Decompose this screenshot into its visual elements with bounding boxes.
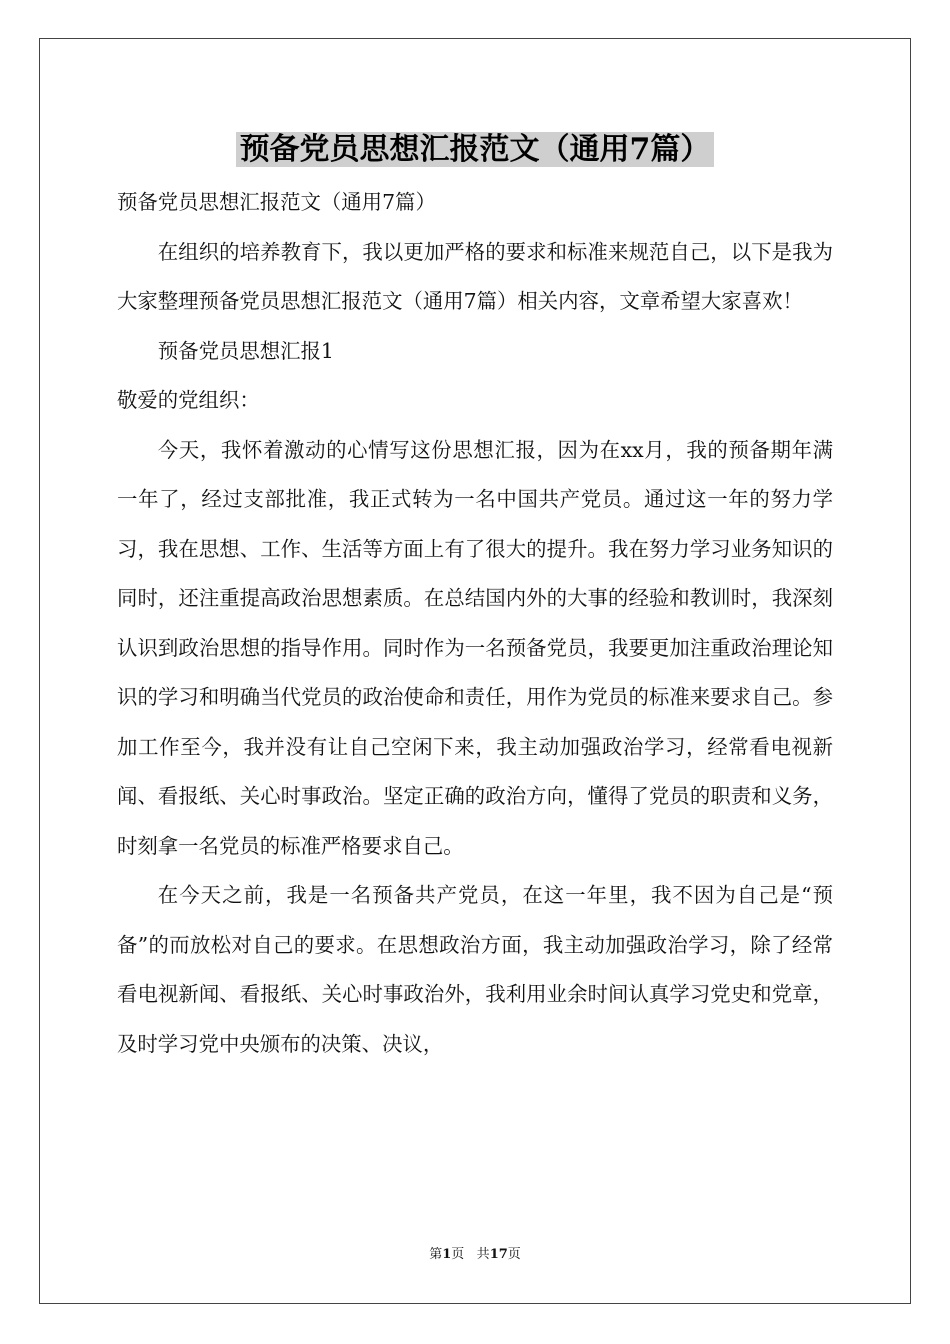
page-suffix: 页 xyxy=(451,1247,465,1262)
document-body xyxy=(117,178,833,1069)
subtitle-paragraph: 预备党员思想汇报范文（通用7篇） xyxy=(117,190,436,214)
body-paragraph: 今天，我怀着激动的心情写这份思想汇报，因为在xx月，我的预备期年满一年了，经过支部批准，我正式转为一名中国共产党员。通过这一年的努力学习，我在思想、工作、生活等方面上有了很大的提升。我在努力学习业务知识的同时，还注重提高政治思想素质。在总结国内外的大事的经验和教训时，我深刻认识到政治思想的指导作用。同时作为一名预备党员，我要更加注重政治理论知识的学习和明确当代党员的政治使命和责任，用作为党员的标准来要求自己。参加工作至今，我并没有让自己空闲下来，我主动加强政治学习，经常看电视新闻、看报纸、关心时事政治。坚定正确的政治方向，懂得了党员的职责和义务，时刻拿一名党员的标准严格要求自己。 xyxy=(117,437,833,858)
page-footer xyxy=(0,1243,950,1262)
section-heading: 预备党员思想汇报1 xyxy=(157,338,334,363)
total-prefix: 共 xyxy=(476,1247,490,1262)
intro-paragraph: 在组织的培养教育下，我以更加严格的要求和标准来规范自己，以下是我为大家整理预备党员思想汇报范文（通用7篇）相关内容，文章希望大家喜欢！ xyxy=(117,239,833,313)
total-pages: 17 xyxy=(489,1247,508,1262)
total-suffix: 页 xyxy=(507,1247,521,1262)
document-title-text: 预备党员思想汇报范文（通用7篇） xyxy=(236,132,715,167)
document-title xyxy=(0,128,950,172)
page-prefix: 第 xyxy=(429,1247,443,1262)
body-paragraph: 在今天之前，我是一名预备共产党员，在这一年里，我不因为自己是“预备”的而放松对自己的要求。在思想政治方面，我主动加强政治学习，除了经常看电视新闻、看报纸、关心时事政治外，我利用业余时间认真学习党史和党章，及时学习党中央颁布的决策、决议， xyxy=(117,883,833,1056)
salutation: 敬爱的党组织： xyxy=(117,388,260,412)
page-number: 1 xyxy=(442,1247,452,1262)
